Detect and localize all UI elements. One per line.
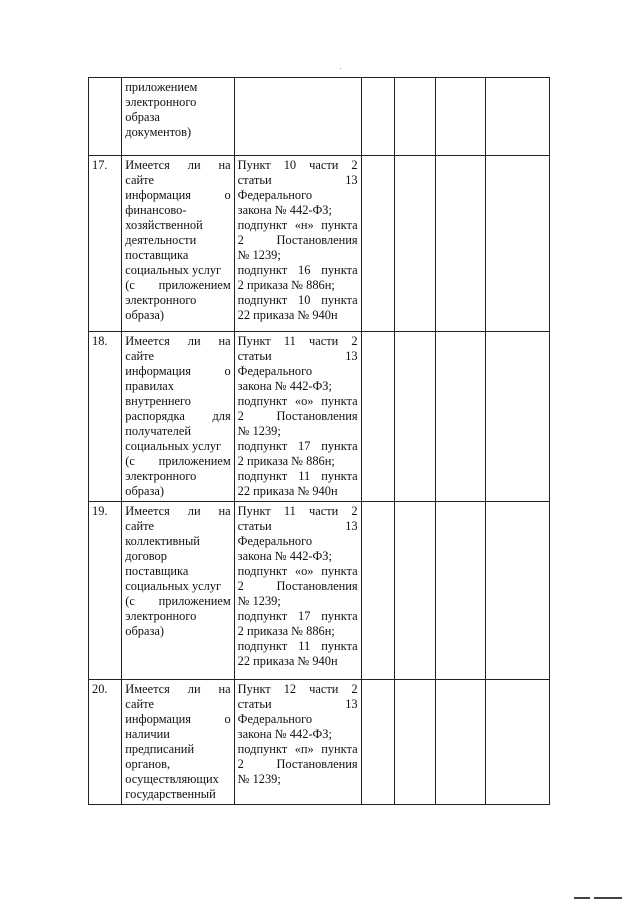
- empty-answer-cell: [361, 332, 394, 502]
- question-line: сайте: [125, 519, 154, 533]
- empty-answer-cell: [361, 156, 394, 332]
- question-line: распорядка для: [125, 409, 231, 423]
- law-line: подпункт 11 пункта: [237, 469, 358, 483]
- question-line: Имеется ли на: [125, 682, 231, 696]
- row-number: 20.: [89, 680, 122, 805]
- law-line: закона № 442-ФЗ;: [237, 727, 332, 741]
- law-line: статьи 13: [237, 697, 358, 711]
- empty-answer-cell: [361, 78, 394, 156]
- law-line: Федерального: [237, 712, 313, 726]
- empty-answer-cell: [394, 78, 435, 156]
- checklist-body: [89, 78, 550, 805]
- law-line: № 1239;: [237, 594, 281, 608]
- question-line: документов): [125, 125, 192, 139]
- law-line: подпункт «п» пункта: [237, 742, 358, 756]
- question-cell: [122, 156, 234, 332]
- row-number: 17.: [89, 156, 122, 332]
- law-line: Федерального: [237, 364, 313, 378]
- law-line: подпункт 16 пункта: [237, 263, 358, 277]
- law-line: подпункт 17 пункта: [237, 609, 358, 623]
- question-line: Имеется ли на: [125, 158, 231, 172]
- empty-answer-cell: [486, 332, 550, 502]
- law-line: Федерального: [237, 188, 313, 202]
- empty-answer-cell: [486, 156, 550, 332]
- question-line: социальных услуг: [125, 439, 222, 453]
- law-line: подпункт «н» пункта: [237, 218, 358, 232]
- question-line: образа: [125, 110, 160, 124]
- law-line: 2 Постановления: [237, 233, 358, 247]
- question-line: наличии: [125, 727, 170, 741]
- question-line: социальных услуг: [125, 263, 222, 277]
- law-line: статьи 13: [237, 173, 358, 187]
- table-row: [89, 332, 550, 502]
- question-line: (с приложением: [125, 454, 231, 468]
- empty-answer-cell: [435, 680, 486, 805]
- law-line: № 1239;: [237, 248, 281, 262]
- law-line: закона № 442-ФЗ;: [237, 203, 332, 217]
- empty-answer-cell: [394, 156, 435, 332]
- law-line: статьи 13: [237, 519, 358, 533]
- question-line: деятельности: [125, 233, 197, 247]
- question-cell: [122, 78, 234, 156]
- empty-answer-cell: [361, 502, 394, 680]
- law-line: подпункт 17 пункта: [237, 439, 358, 453]
- law-line: 2 Постановления: [237, 757, 358, 771]
- law-line: № 1239;: [237, 772, 281, 786]
- empty-answer-cell: [435, 156, 486, 332]
- empty-answer-cell: [486, 502, 550, 680]
- question-line: государственный: [125, 787, 216, 801]
- empty-answer-cell: [394, 502, 435, 680]
- question-line: сайте: [125, 349, 154, 363]
- law-line: 2 приказа № 886н;: [237, 278, 335, 292]
- question-cell: [122, 680, 234, 805]
- law-line: подпункт «о» пункта: [237, 564, 358, 578]
- law-line: Федерального: [237, 534, 313, 548]
- question-line: получателей: [125, 424, 191, 438]
- row-number: [89, 78, 122, 156]
- checklist-table: [88, 77, 550, 805]
- table-row: [89, 502, 550, 680]
- question-line: электронного: [125, 609, 197, 623]
- page-edge-mark: [574, 897, 590, 899]
- question-line: предписаний: [125, 742, 195, 756]
- law-line: Пункт 10 части 2: [237, 158, 358, 172]
- law-line: 2 Постановления: [237, 409, 358, 423]
- law-line: 22 приказа № 940н: [237, 654, 338, 668]
- law-line: подпункт 10 пункта: [237, 293, 358, 307]
- empty-answer-cell: [394, 332, 435, 502]
- question-line: электронного: [125, 95, 197, 109]
- table-row: [89, 78, 550, 156]
- law-line: статьи 13: [237, 349, 358, 363]
- empty-answer-cell: [435, 502, 486, 680]
- question-line: поставщика: [125, 248, 189, 262]
- law-line: закона № 442-ФЗ;: [237, 549, 332, 563]
- row-number: 19.: [89, 502, 122, 680]
- question-line: сайте: [125, 173, 154, 187]
- question-line: (с приложением: [125, 278, 231, 292]
- question-line: Имеется ли на: [125, 334, 231, 348]
- legal-basis-cell: [234, 680, 361, 805]
- question-line: социальных услуг: [125, 579, 222, 593]
- question-line: сайте: [125, 697, 154, 711]
- legal-basis-cell: [234, 156, 361, 332]
- question-line: договор: [125, 549, 167, 563]
- law-line: 22 приказа № 940н: [237, 308, 338, 322]
- question-line: хозяйственной: [125, 218, 203, 232]
- legal-basis-cell: [234, 78, 361, 156]
- question-line: электронного: [125, 469, 197, 483]
- question-line: электронного: [125, 293, 197, 307]
- question-line: образа): [125, 624, 165, 638]
- table-row: [89, 680, 550, 805]
- law-line: 2 приказа № 886н;: [237, 454, 335, 468]
- law-line: 2 приказа № 886н;: [237, 624, 335, 638]
- row-number: 18.: [89, 332, 122, 502]
- question-line: органов,: [125, 757, 171, 771]
- question-line: внутреннего: [125, 394, 191, 408]
- empty-answer-cell: [435, 332, 486, 502]
- law-line: Пункт 11 части 2: [237, 334, 358, 348]
- question-line: (с приложением: [125, 594, 231, 608]
- question-line: информация о: [125, 364, 231, 378]
- question-line: информация о: [125, 712, 231, 726]
- law-line: закона № 442-ФЗ;: [237, 379, 332, 393]
- law-line: 2 Постановления: [237, 579, 358, 593]
- question-line: Имеется ли на: [125, 504, 231, 518]
- question-line: образа): [125, 484, 165, 498]
- empty-answer-cell: [486, 680, 550, 805]
- law-line: Пункт 12 части 2: [237, 682, 358, 696]
- empty-answer-cell: [486, 78, 550, 156]
- question-cell: [122, 332, 234, 502]
- empty-answer-cell: [394, 680, 435, 805]
- page-edge-mark: [594, 897, 622, 899]
- legal-basis-cell: [234, 332, 361, 502]
- question-line: поставщика: [125, 564, 189, 578]
- law-line: № 1239;: [237, 424, 281, 438]
- empty-answer-cell: [435, 78, 486, 156]
- question-line: приложением: [125, 80, 198, 94]
- question-line: финансово-: [125, 203, 187, 217]
- law-line: 22 приказа № 940н: [237, 484, 338, 498]
- law-line: Пункт 11 части 2: [237, 504, 358, 518]
- table-row: [89, 156, 550, 332]
- question-line: коллективный: [125, 534, 200, 548]
- empty-answer-cell: [361, 680, 394, 805]
- question-line: осуществляющих: [125, 772, 219, 786]
- legal-basis-cell: [234, 502, 361, 680]
- law-line: подпункт «о» пункта: [237, 394, 358, 408]
- law-line: подпункт 11 пункта: [237, 639, 358, 653]
- scan-speck: [340, 68, 341, 69]
- question-line: образа): [125, 308, 165, 322]
- question-line: информация о: [125, 188, 231, 202]
- question-cell: [122, 502, 234, 680]
- question-line: правилах: [125, 379, 174, 393]
